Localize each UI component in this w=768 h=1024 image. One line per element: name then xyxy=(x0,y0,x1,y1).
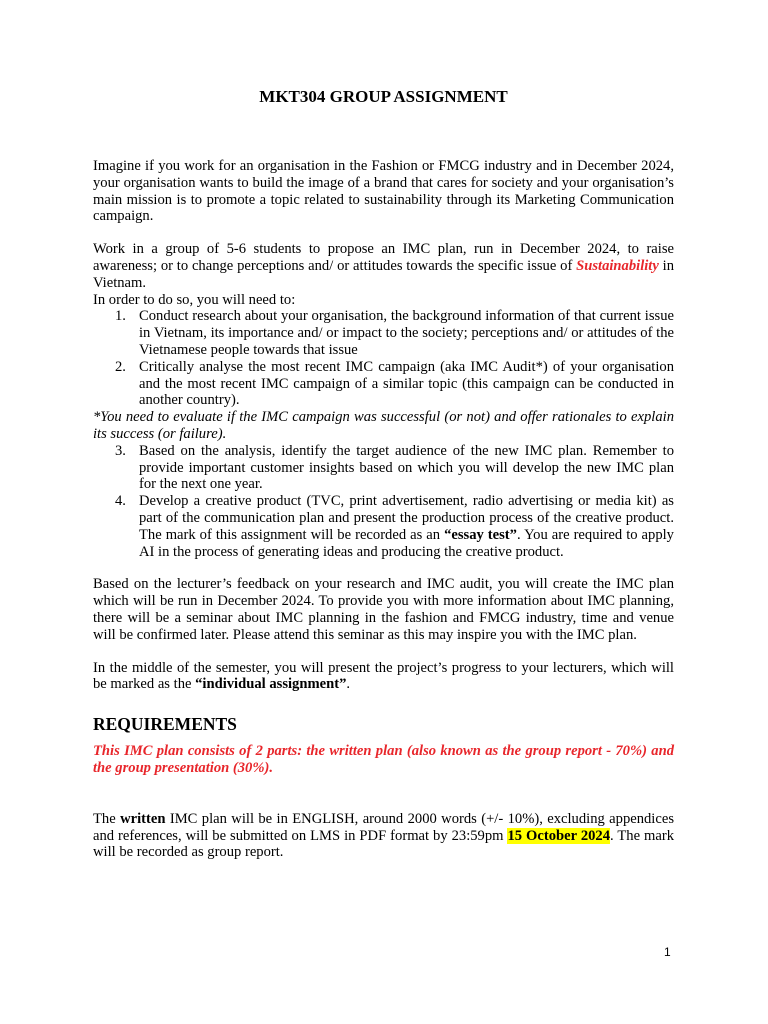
document-body xyxy=(93,86,674,861)
intro-paragraph: Imagine if you work for an organisation in the Fashion or FMCG industry and in December 2024, your organisation wants to build the image of a brand that cares for society and your organisation’s main mission is to promote a topic related to sustainability through its Marketing Communication campaign. xyxy=(93,158,674,225)
requirements-note: This IMC plan consists of 2 parts: the written plan (also known as the group report - 70%) and the group presentation (30%). xyxy=(93,743,674,776)
task-lead: In order to do so, you will need to: xyxy=(93,291,296,308)
list-item xyxy=(93,308,674,358)
list-item xyxy=(93,359,674,409)
written-plan-paragraph xyxy=(93,811,674,861)
list-text: Critically analyse the most recent IMC campaign (aka IMC Audit*) of your organisation and the most recent IMC campaign of a similar topic (this campaign can be conducted in another country). xyxy=(139,358,674,409)
written-text-middle: IMC plan will be in ENGLISH, around 2000 words (+/- 10%), excluding appendices and references, will be submitted on LMS in PDF format by 23:59pm xyxy=(93,810,674,844)
list-text: Conduct research about your organisation, the background information of that current issue in Vietnam, its importance and/ or impact to the society; perceptions and/ or attitudes of the Vietnamese people towards that issue xyxy=(139,308,674,358)
individual-assignment-label: “individual assignment” xyxy=(195,676,347,693)
written-text-end: . The mark will be recorded as group report. xyxy=(93,827,675,861)
list-number: 1. xyxy=(115,308,126,325)
essay-test-label: “essay test” xyxy=(444,526,517,543)
sustainability-keyword: Sustainability xyxy=(576,257,659,274)
task-paragraph xyxy=(93,241,674,291)
written-keyword: written xyxy=(120,810,166,827)
task-text: Work in a group of 5-6 students to propose an IMC plan, run in December 2024, to raise awareness; or to change perceptions and/ or attitudes towards the specific issue of xyxy=(93,241,674,274)
task-text-end: in Vietnam. xyxy=(93,257,675,291)
deadline-date: 15 October 2024 xyxy=(507,827,611,844)
list-number: 3. xyxy=(115,442,126,459)
midterm-paragraph xyxy=(93,660,674,694)
steps-list-a xyxy=(93,308,674,409)
list-item xyxy=(93,493,674,560)
steps-list-b xyxy=(93,443,674,561)
list-number: 2. xyxy=(115,358,126,375)
list-text-end: . You are required to apply AI in the process of generating ideas and producing the creative product. xyxy=(139,526,674,560)
midterm-text: In the middle of the semester, you will present the project’s progress to your lecturers, which will be marked as the xyxy=(93,659,674,693)
page-number: 1 xyxy=(664,945,671,959)
list-text: Develop a creative product (TVC, print advertisement, radio advertising or media kit) as part of the communication plan and present the production process of the creative product. The mark of this assignment will be recorded as an xyxy=(139,493,674,543)
feedback-paragraph: Based on the lecturer’s feedback on your research and IMC audit, you will create the IMC plan which will be run in December 2024. To provide you with more information about IMC planning, there will be a seminar about IMC planning in the fashion and FMCG industry, time and venue will be confirmed later. Please attend this seminar as this may inspire you with the IMC plan. xyxy=(93,576,674,643)
requirements-heading: REQUIREMENTS xyxy=(93,714,237,735)
written-text: The xyxy=(93,810,121,827)
midterm-text-end: . xyxy=(346,676,351,693)
page-title: MKT304 GROUP ASSIGNMENT xyxy=(259,87,508,106)
list-text: Based on the analysis, identify the target audience of the new IMC plan. Remember to provide important customer insights based on which you will develop the new IMC plan for the next one year. xyxy=(139,442,674,493)
list-item xyxy=(93,443,674,493)
list-number: 4. xyxy=(115,493,126,510)
audit-note: *You need to evaluate if the IMC campaign was successful (or not) and offer rationales to explain its success (or failure). xyxy=(93,409,674,442)
